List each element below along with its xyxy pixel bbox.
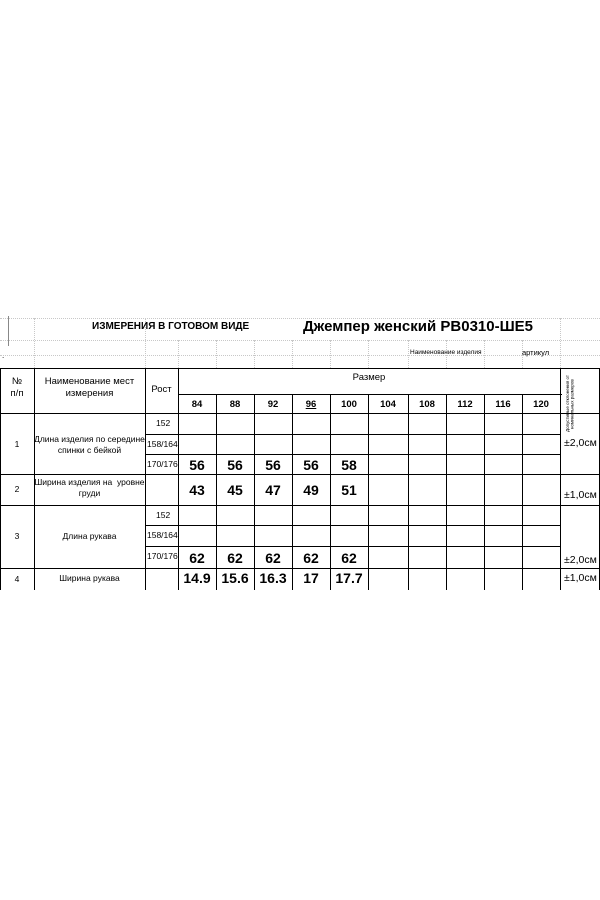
table-line xyxy=(145,434,560,435)
table-line xyxy=(408,394,409,590)
row-3-value-92: 62 xyxy=(265,550,281,566)
article-label: артикул xyxy=(522,348,550,357)
size-92: 92 xyxy=(267,399,279,410)
row-2-value-88: 45 xyxy=(227,482,243,498)
row-2-value-96: 49 xyxy=(303,482,319,498)
row-1-height-158: 158/164 xyxy=(147,439,178,449)
row-4-value-92: 16.3 xyxy=(259,570,287,586)
row-2-name: Ширина изделия на уровне груди xyxy=(34,477,145,498)
measurements-title: ИЗМЕРЕНИЯ В ГОТОВОМ ВИДЕ xyxy=(92,321,250,332)
gridline xyxy=(254,340,255,368)
row-3-value-88: 62 xyxy=(227,550,243,566)
table-line xyxy=(0,474,600,475)
size-108: 108 xyxy=(419,399,435,410)
row-3-height-158: 158/164 xyxy=(147,530,178,540)
size-84: 84 xyxy=(191,399,203,410)
size-120: 120 xyxy=(533,399,549,410)
table-line xyxy=(522,394,523,590)
gridline xyxy=(292,340,293,368)
gridline xyxy=(368,340,369,368)
row-4-value-88: 15.6 xyxy=(221,570,249,586)
row-3-value-96: 62 xyxy=(303,550,319,566)
header-size: Размер xyxy=(352,372,386,383)
row-3-value-84: 62 xyxy=(189,550,205,566)
row-4-value-96: 17 xyxy=(303,570,319,586)
size-116: 116 xyxy=(495,399,511,410)
table-line xyxy=(178,394,562,395)
row-2-value-92: 47 xyxy=(265,482,281,498)
table-line xyxy=(145,525,560,526)
table-line xyxy=(0,413,600,414)
row-1-value-96: 56 xyxy=(303,457,319,473)
row-2-tolerance: ±1,0см xyxy=(564,489,597,501)
row-2-value-84: 43 xyxy=(189,482,205,498)
table-line xyxy=(145,454,560,455)
size-112: 112 xyxy=(457,399,473,410)
row-1-height-170: 170/176 xyxy=(147,459,178,469)
row-3-name: Длина рукава xyxy=(62,531,117,541)
border-mark xyxy=(8,316,9,346)
header-tolerance: Допустимые отклонения от номинальных размеров xyxy=(565,375,575,433)
gridline xyxy=(0,355,600,356)
size-88: 88 xyxy=(229,399,241,410)
product-title: Джемпер женский РВ0310-ШЕ5 xyxy=(303,318,534,335)
size-96: 96 xyxy=(305,399,317,410)
row-4-tolerance: ±1,0см xyxy=(564,572,597,584)
measurement-table xyxy=(0,310,600,590)
row-2-num: 2 xyxy=(14,484,20,494)
header-name: Наименование мест измерения xyxy=(44,376,135,399)
row-2-value-100: 51 xyxy=(341,482,357,498)
row-3-value-100: 62 xyxy=(341,550,357,566)
gridline xyxy=(560,318,561,368)
header-num: № п/п xyxy=(10,376,24,399)
gridline xyxy=(34,318,35,368)
dot-mark: . xyxy=(2,351,5,360)
gridline xyxy=(216,340,217,368)
product-name-label: Наименование изделия xyxy=(410,349,482,356)
table-line xyxy=(560,368,561,590)
row-3-tolerance: ±2,0см xyxy=(564,554,597,566)
row-4-num: 4 xyxy=(14,574,20,584)
row-1-value-88: 56 xyxy=(227,457,243,473)
row-3-num: 3 xyxy=(14,531,20,541)
table-line xyxy=(0,505,600,506)
row-1-value-100: 58 xyxy=(341,457,357,473)
header-height: Рост xyxy=(151,384,172,395)
table-line xyxy=(0,568,600,569)
table-border-left xyxy=(0,368,1,590)
row-1-tolerance: ±2,0см xyxy=(564,437,597,449)
row-1-num: 1 xyxy=(14,439,20,449)
row-1-value-84: 56 xyxy=(189,457,205,473)
table-line xyxy=(446,394,447,590)
gridline xyxy=(408,340,409,368)
table-line xyxy=(145,546,560,547)
size-100: 100 xyxy=(341,399,357,410)
table-border-top xyxy=(0,368,600,369)
row-1-value-92: 56 xyxy=(265,457,281,473)
table-line xyxy=(145,368,146,590)
row-3-height-152: 152 xyxy=(156,510,171,520)
gridline xyxy=(178,340,179,368)
size-104: 104 xyxy=(380,399,396,410)
row-1-height-152: 152 xyxy=(156,418,171,428)
row-4-name: Ширина рукава xyxy=(59,573,120,583)
row-3-height-170: 170/176 xyxy=(147,551,178,561)
table-line xyxy=(368,394,369,590)
gridline xyxy=(330,340,331,368)
row-4-value-84: 14.9 xyxy=(183,570,211,586)
table-line xyxy=(484,394,485,590)
row-1-name: Длина изделия по середине спинки с бейкой xyxy=(34,434,145,455)
gridline xyxy=(0,340,600,341)
row-4-value-100: 17.7 xyxy=(335,570,363,586)
gridline xyxy=(484,340,485,368)
